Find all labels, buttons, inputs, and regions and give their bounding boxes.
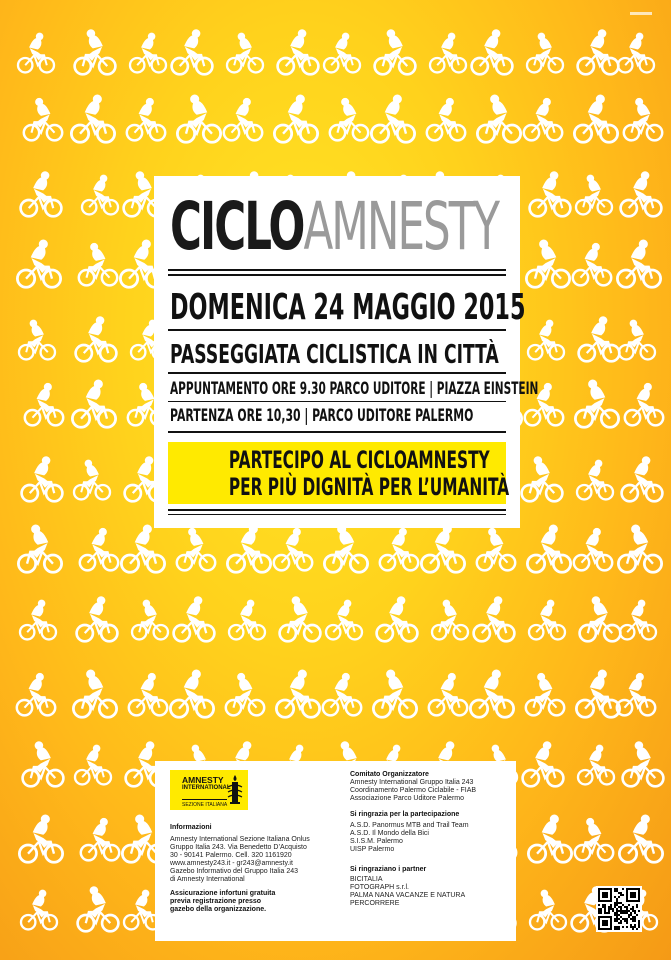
info-card xyxy=(155,761,516,941)
info-line: Gazebo Informativo del Gruppo Italia 243 xyxy=(170,868,299,875)
cyclist-icon xyxy=(619,815,662,863)
cyclist-icon xyxy=(73,670,116,718)
cyclist-icon xyxy=(22,456,63,501)
cyclist-icon xyxy=(620,600,656,640)
cyclist-icon xyxy=(380,528,418,570)
cyclist-icon xyxy=(224,98,262,140)
cyclist-icon xyxy=(579,316,620,361)
cyclist-icon xyxy=(625,383,663,425)
logo-line-2: INTERNATIONAL xyxy=(182,785,231,791)
cyclist-icon xyxy=(25,383,63,425)
qr-code-icon xyxy=(596,886,642,932)
cyclist-icon xyxy=(477,528,515,570)
divider xyxy=(168,274,506,276)
participation-line: A.S.D. Il Mondo della Bici xyxy=(350,830,429,837)
cyclist-icon xyxy=(522,456,563,501)
divider xyxy=(168,372,506,374)
insurance-line: Assicurazione infortuni gratuita xyxy=(170,890,276,897)
info-line: Gruppo Italia 243. Via Benedetto D’Acquisto xyxy=(170,844,307,851)
appointment-info: APPUNTAMENTO ORE 9.30 PARCO UDITORE | PIAZZA EINSTEIN xyxy=(170,379,539,399)
cyclist-icon xyxy=(132,600,168,640)
cyclist-icon xyxy=(17,240,60,288)
partner-line: FOTOGRAPH s.r.l. xyxy=(350,884,409,891)
cyclist-icon xyxy=(528,815,571,863)
cyclist-icon xyxy=(577,460,613,500)
divider xyxy=(168,509,506,511)
cyclist-icon xyxy=(324,33,360,73)
event-date: DOMENICA 24 MAGGIO 2015 xyxy=(170,287,526,328)
cyclist-icon xyxy=(580,596,621,641)
cyclist-icon xyxy=(324,525,367,573)
cyclist-icon xyxy=(527,525,570,573)
divider xyxy=(168,514,506,515)
cyclist-icon xyxy=(21,890,57,930)
cyclist-icon xyxy=(278,29,319,74)
info-column xyxy=(170,824,345,914)
cyclist-icon xyxy=(226,673,264,715)
event-subtitle: PASSEGGIATA CICLISTICA IN CITTÀ xyxy=(170,340,499,370)
cyclist-icon xyxy=(578,745,614,785)
cyclist-icon xyxy=(75,29,116,74)
cyclist-icon xyxy=(578,29,619,74)
cyclist-icon xyxy=(74,460,110,500)
slogan-box xyxy=(168,442,510,504)
slogan-line-1: PARTECIPO AL CICLOAMNESTY xyxy=(228,446,490,474)
cyclist-icon xyxy=(576,175,612,215)
departure-info: PARTENZA ORE 10,30 | PARCO UDITORE PALERMO xyxy=(170,406,474,426)
cyclist-icon xyxy=(276,670,319,718)
cyclist-icon xyxy=(330,98,368,140)
cyclist-icon xyxy=(227,33,263,73)
cyclist-icon xyxy=(23,741,64,786)
cyclist-icon xyxy=(576,670,619,718)
logo-line-3: SEZIONE ITALIANA xyxy=(182,799,227,809)
cyclist-icon xyxy=(377,596,418,641)
cyclist-icon xyxy=(529,600,565,640)
cyclist-icon xyxy=(177,528,215,570)
cyclist-icon xyxy=(21,171,62,216)
credits-column xyxy=(350,771,510,908)
cyclist-icon xyxy=(77,596,118,641)
cyclist-icon xyxy=(81,818,119,860)
cyclist-icon xyxy=(20,600,56,640)
cyclist-icon xyxy=(574,528,612,570)
partner-line: PALMA NANA VACANZE E NATURA xyxy=(350,892,466,899)
cyclist-icon xyxy=(127,98,165,140)
cyclist-icon xyxy=(618,525,661,573)
cyclist-icon xyxy=(526,240,569,288)
info-line: www.amnesty243.it - gr243@amnesty.it xyxy=(170,860,293,867)
cyclist-icon xyxy=(280,596,321,641)
cyclist-icon xyxy=(76,316,117,361)
title-ciclo: CICLO xyxy=(170,188,304,265)
cyclist-icon xyxy=(72,380,115,428)
cyclist-icon xyxy=(80,528,118,570)
cyclist-icon xyxy=(427,98,465,140)
cyclist-icon xyxy=(274,95,317,143)
cyclist-icon xyxy=(75,745,111,785)
insurance-line: gazebo della organizzazione. xyxy=(170,906,267,913)
committee-line: Amnesty International Gruppo Italia 243 xyxy=(350,779,474,786)
cyclist-icon xyxy=(78,886,119,931)
divider xyxy=(168,329,506,331)
cyclist-icon xyxy=(19,320,55,360)
cyclist-icon xyxy=(526,673,564,715)
cyclist-icon xyxy=(429,673,467,715)
cyclist-icon xyxy=(528,320,564,360)
divider xyxy=(168,431,506,433)
cyclist-icon xyxy=(79,243,117,285)
cyclist-icon xyxy=(18,33,54,73)
cyclist-icon xyxy=(371,95,414,143)
cyclist-icon xyxy=(373,670,416,718)
cyclist-icon xyxy=(621,171,662,216)
insurance-line: previa registrazione presso xyxy=(170,898,262,905)
cyclist-icon xyxy=(573,243,611,285)
cyclist-icon xyxy=(170,670,213,718)
logo-line-1: AMNESTY xyxy=(182,775,224,785)
cyclist-icon xyxy=(18,525,61,573)
candle-barbed-wire-icon xyxy=(227,774,243,806)
cyclist-icon xyxy=(474,596,515,641)
cyclist-icon xyxy=(618,33,654,73)
divider xyxy=(168,401,506,402)
cyclist-icon xyxy=(527,33,563,73)
cyclist-icon xyxy=(619,320,655,360)
cyclist-icon xyxy=(323,673,361,715)
cyclist-icon xyxy=(71,95,114,143)
cyclist-icon xyxy=(575,818,613,860)
cyclist-icon xyxy=(172,29,213,74)
cyclist-icon xyxy=(575,380,618,428)
partners-heading: Si ringraziano i partner xyxy=(350,866,427,873)
cyclist-icon xyxy=(229,600,265,640)
cyclist-icon xyxy=(17,673,55,715)
cyclist-icon xyxy=(121,525,164,573)
participation-heading: Si ringrazia per la partecipazione xyxy=(350,811,460,818)
divider xyxy=(168,269,506,271)
cyclist-icon xyxy=(130,33,166,73)
committee-line: Coordinamento Palermo Ciclabile - FIAB xyxy=(350,787,477,794)
corner-mark xyxy=(630,12,652,15)
cyclist-icon xyxy=(624,98,662,140)
cyclist-icon xyxy=(617,240,660,288)
title-amnesty: AMNESTY xyxy=(303,188,498,265)
cyclist-icon xyxy=(477,95,520,143)
event-card xyxy=(154,176,539,528)
amnesty-logo xyxy=(170,770,248,810)
participation-line: A.S.D. Panormus MTB and Trail Team xyxy=(350,822,469,829)
cyclist-icon xyxy=(82,175,118,215)
cyclist-icon xyxy=(622,456,663,501)
cyclist-icon xyxy=(472,29,513,74)
cyclist-icon xyxy=(432,600,468,640)
cyclist-icon xyxy=(326,600,362,640)
committee-line: Associazione Parco Uditore Palermo xyxy=(350,795,464,802)
partner-line: BICITALIA xyxy=(350,876,383,883)
committee-heading: Comitato Organizzatore xyxy=(350,771,429,778)
cyclist-icon xyxy=(530,171,571,216)
partner-line: PERCORRERE xyxy=(350,900,400,907)
cyclist-icon xyxy=(574,95,617,143)
cyclist-icon xyxy=(524,98,562,140)
participation-line: UISP Palermo xyxy=(350,846,395,853)
info-line: 30 - 90141 Palermo. Cell. 320 1161920 xyxy=(170,852,292,859)
cyclist-icon xyxy=(177,95,220,143)
cyclist-icon xyxy=(19,815,62,863)
cyclist-icon xyxy=(129,673,167,715)
cyclist-icon xyxy=(617,673,655,715)
cyclist-icon xyxy=(523,741,564,786)
info-heading: Informazioni xyxy=(170,824,212,831)
cyclist-icon xyxy=(274,528,312,570)
cyclist-icon xyxy=(24,98,62,140)
slogan-line-2: PER PIÙ DIGNITÀ PER L’UMANITÀ xyxy=(228,473,510,501)
cyclist-icon xyxy=(174,596,215,641)
cyclist-icon xyxy=(530,890,566,930)
cyclist-icon xyxy=(623,741,664,786)
event-title xyxy=(170,188,498,266)
cyclist-icon xyxy=(227,525,270,573)
cyclist-icon xyxy=(375,29,416,74)
info-line: Amnesty International Sezione Italiana Onlus xyxy=(170,836,310,843)
cyclist-icon xyxy=(470,670,513,718)
cyclist-icon xyxy=(430,33,466,73)
info-line: di Amnesty International xyxy=(170,876,245,883)
cyclist-icon xyxy=(421,525,464,573)
participation-line: S.I.S.M. Palermo xyxy=(350,838,403,845)
